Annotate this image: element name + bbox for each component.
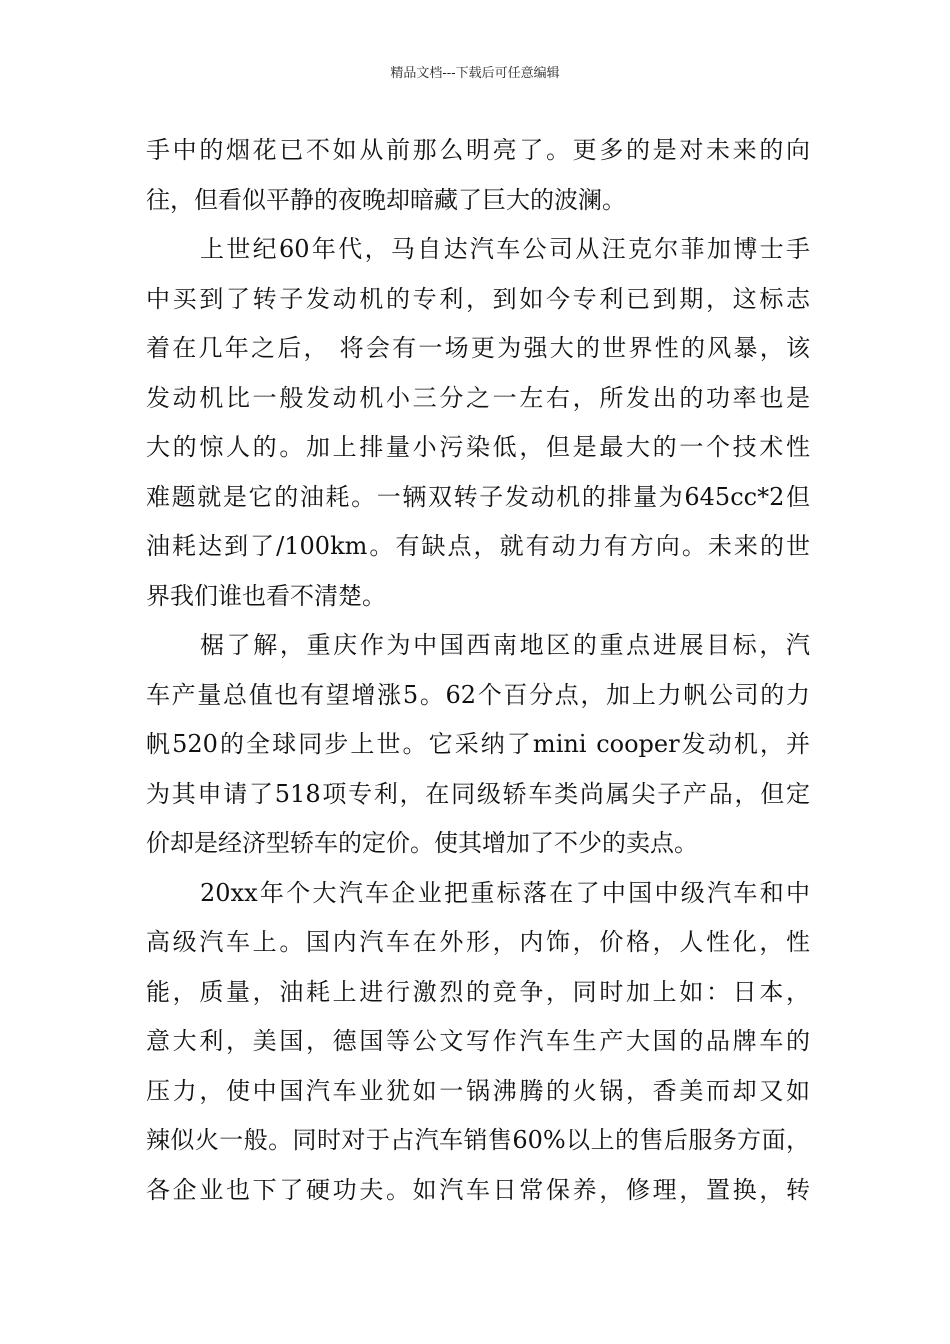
text-line: 界我们谁也看不清楚。 <box>146 581 386 610</box>
text-line: 车产量总值也有望增涨5。62个百分点，加上力帆公司的力 <box>146 680 810 709</box>
text-line: 中买到了转子发动机的专利，到如今专利已到期，这标志 <box>146 284 810 313</box>
text-line: 高级汽车上。国内汽车在外形，内饰，价格，人性化，性 <box>146 928 810 956</box>
text-line: 着在几年之后， 将会有一场更为强大的世界性的风暴，该 <box>146 334 810 362</box>
text-line: 帆520的全球同步上世。它采纳了mini cooper发动机，并 <box>146 730 810 758</box>
text-line: 意大利，美国，德国等公文写作汽车生产大国的品牌车的 <box>146 1027 810 1055</box>
text-line: 为其申请了518项专利，在同级轿车类尚属尖子产品，但定 <box>146 779 810 808</box>
text-line: 发动机比一般发动机小三分之一左右，所发出的功率也是 <box>146 383 810 412</box>
text-line: 辣似火一般。同时对于占汽车销售60%以上的售后服务方面， <box>146 1126 810 1154</box>
text-line: 往，但看似平静的夜晚却暗藏了巨大的波澜。 <box>146 185 626 214</box>
text-line: 能，质量，油耗上进行激烈的竞争，同时加上如：日本， <box>146 977 810 1006</box>
text-line: 20xx年个大汽车企业把重标落在了中国中级汽车和中 <box>200 878 810 907</box>
text-line: 上世纪60年代，马自达汽车公司从汪克尔菲加博士手 <box>200 235 810 263</box>
page-header: 精品文档---下载后可任意编辑 <box>390 66 560 81</box>
text-line: 椐了解，重庆作为中国西南地区的重点进展目标，汽 <box>200 631 810 659</box>
body-text <box>146 126 810 1215</box>
text-line: 大的惊人的。加上排量小污染低，但是最大的一个技术性 <box>146 433 810 461</box>
text-line: 手中的烟花已不如从前那么明亮了。更多的是对未来的向 <box>146 136 810 164</box>
text-line: 价却是经济型轿车的定价。使其增加了不少的卖点。 <box>146 829 698 857</box>
text-line: 各企业也下了硬功夫。如汽车日常保养，修理，置换，转 <box>146 1175 810 1204</box>
text-line: 难题就是它的油耗。一辆双转子发动机的排量为645cc*2但 <box>146 482 810 511</box>
text-line: 油耗达到了/100km。有缺点，就有动力有方向。未来的世 <box>146 532 810 560</box>
text-line: 压力，使中国汽车业犹如一锅沸腾的火锅，香美而却又如 <box>146 1076 810 1105</box>
